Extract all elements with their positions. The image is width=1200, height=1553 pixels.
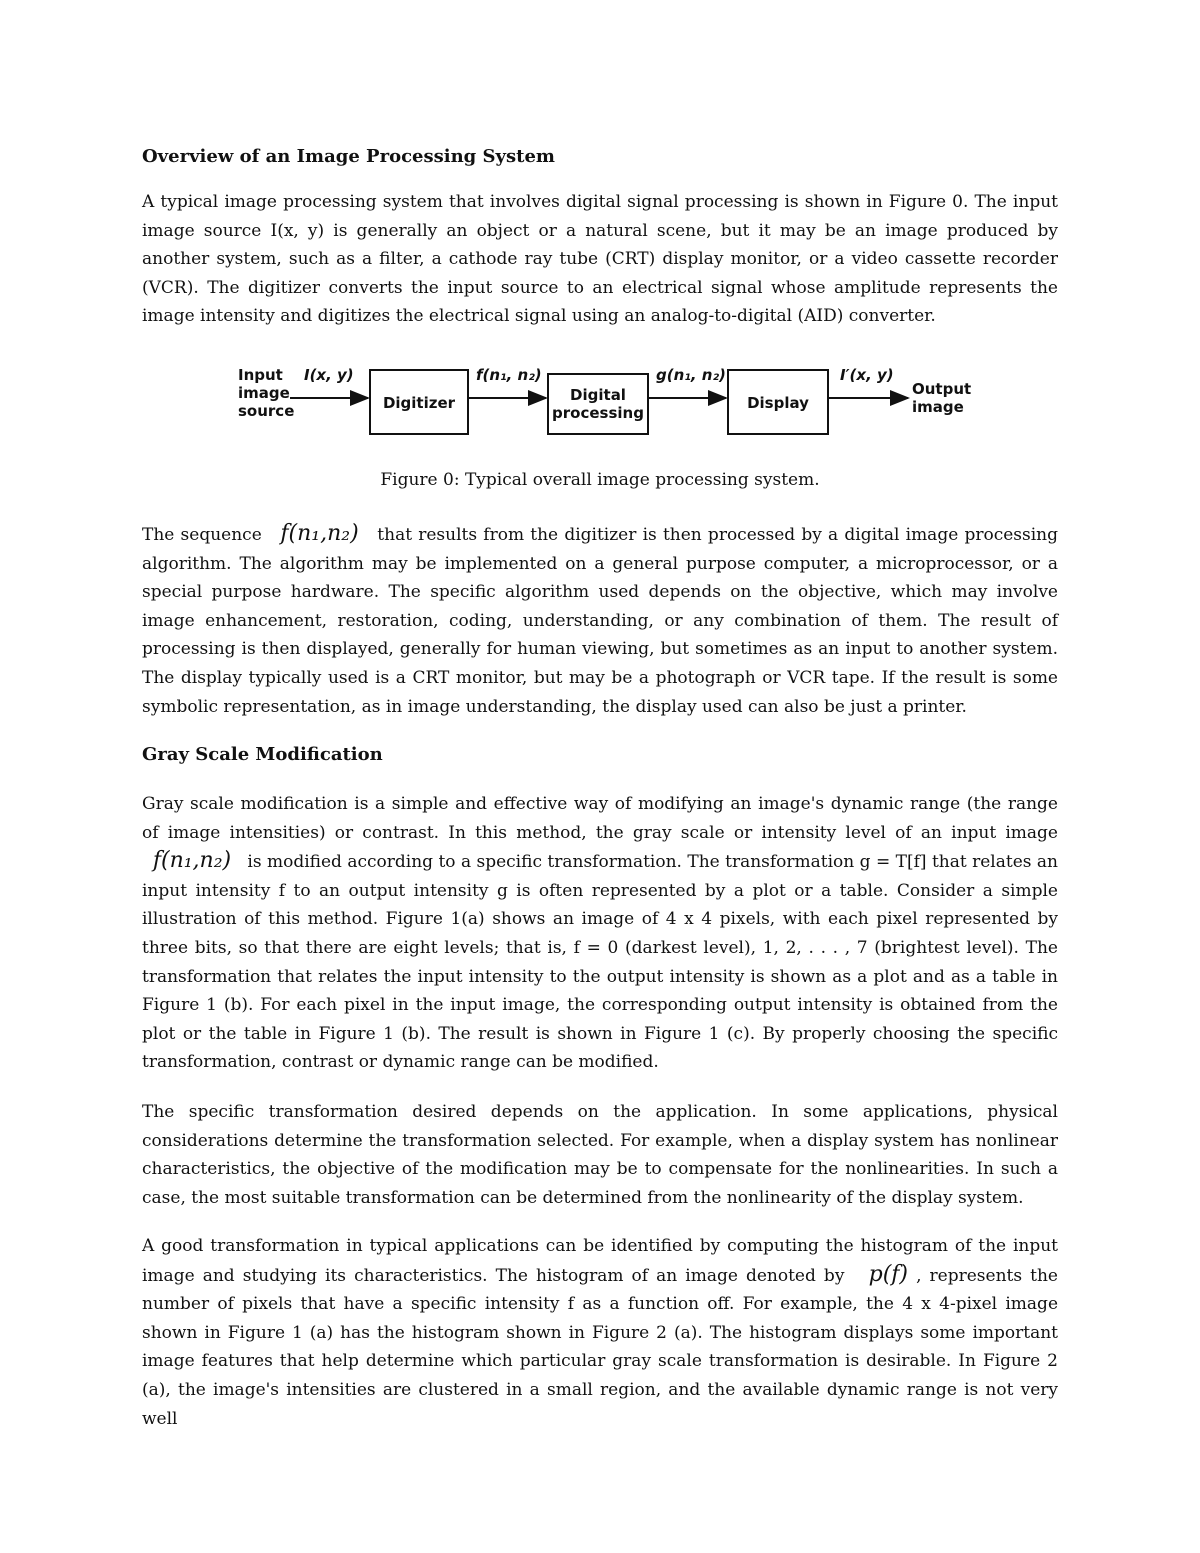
paragraph-text: , represents the number of pixels that have a specific intensity f as a function off. For example, the 4 x 4-pixel image shown in Figure 1 (a) has the histogram shown in Figure 2 (a). The histogram displays some important image features that help determine which particular gray scale transformation is desirable. In Figure 2 (a), the image's intensities are clustered in a small region, and the available dynamic range is not very well	[142, 1265, 1058, 1429]
signal-label: f(n₁, n₂)	[476, 366, 542, 384]
block-label: Display	[747, 394, 809, 412]
paragraph	[142, 1232, 1058, 1433]
input-label: image	[238, 384, 290, 402]
signal-label: g(n₁, n₂)	[656, 366, 726, 384]
block-label: Digital	[570, 386, 626, 404]
input-label: source	[238, 402, 295, 420]
block-label: Digitizer	[382, 394, 456, 412]
figure-caption: Figure 0: Typical overall image processing system.	[380, 470, 820, 490]
math-expression: p(f)	[868, 1261, 909, 1287]
paragraph: The specific transformation desired depends on the application. In some applications, physical considerations determine the transformation selected. For example, when a display system has nonlinear characteristics, the objective of the modification may be to compensate for the nonlinearities. In such a case, the most suitable transformation can be determined from the nonlinearity of the display system.	[142, 1102, 1058, 1208]
paragraph	[142, 520, 1058, 721]
output-label: image	[912, 398, 964, 416]
paragraph: A typical image processing system that involves digital signal processing is shown in Figure 0. The input image source I(x, y) is generally an object or a natural scene, but it may be an image produced by another system, such as a filter, a cathode ray tube (CRT) display monitor, or a video cassette recorder (VCR). The digitizer converts the input source to an electrical signal whose amplitude represents the image intensity and digitizes the electrical signal using an analog-to-digital (AID) converter.	[142, 192, 1058, 327]
output-label: Output	[912, 380, 972, 398]
block-label: processing	[552, 404, 644, 422]
math-expression: f(n₁,n₂)	[280, 521, 359, 546]
math-expression: f(n₁,n₂)	[152, 848, 232, 874]
paragraph	[142, 790, 1058, 1077]
signal-label: I(x, y)	[304, 366, 354, 384]
section-heading-overview: Overview of an Image Processing System	[142, 146, 555, 167]
paragraph-text: is modified according to a specific transformation. The transformation g = T[f] that relates an input intensity f to an output intensity g is often represented by a plot or a table. Consider a simple illustration of this method. Figure 1(a) shows an image of 4 x 4 pixels, with each pixel represented by three bits, so that there are eight levels; that is, f = 0 (darkest level), 1, 2, . . . , 7 (brightest level). The transformation that relates the input intensity to the output intensity is shown as a plot and as a table in Figure 1 (b). For each pixel in the input image, the corresponding output intensity is obtained from the plot or the table in Figure 1 (b). The result is shown in Figure 1 (c). By properly choosing the specific transformation, contrast or dynamic range can be modified.	[142, 852, 1058, 1073]
block-diagram-figure	[234, 362, 974, 442]
input-label: Input	[238, 366, 283, 384]
paragraph-text: that results from the digitizer is then processed by a digital image processing algorithm. The algorithm may be implemented on a general purpose computer, a microprocessor, or a special purpose hardware. The specific algorithm used depends on the objective, which may involve image enhancement, restoration, coding, understanding, or any combination of them. The result of processing is then displayed, generally for human viewing, but sometimes as an input to another system. The display typically used is a CRT monitor, but may be a photograph or VCR tape. If the result is some symbolic representation, as in image understanding, the display used can also be just a printer.	[142, 525, 1059, 717]
signal-label: I′(x, y)	[840, 366, 894, 384]
paragraph-text: Gray scale modification is a simple and effective way of modifying an image's dynamic range (the range of image intensities) or contrast. In this method, the gray scale or intensity level of an input image	[142, 794, 1058, 843]
paragraph-text: The sequence	[142, 525, 262, 545]
paragraph-text: A good transformation in typical applications can be identified by computing the histogram of the input image and studying its characteristics. The histogram of an image denoted by	[142, 1236, 1058, 1286]
section-heading-gray-scale: Gray Scale Modification	[142, 744, 383, 765]
